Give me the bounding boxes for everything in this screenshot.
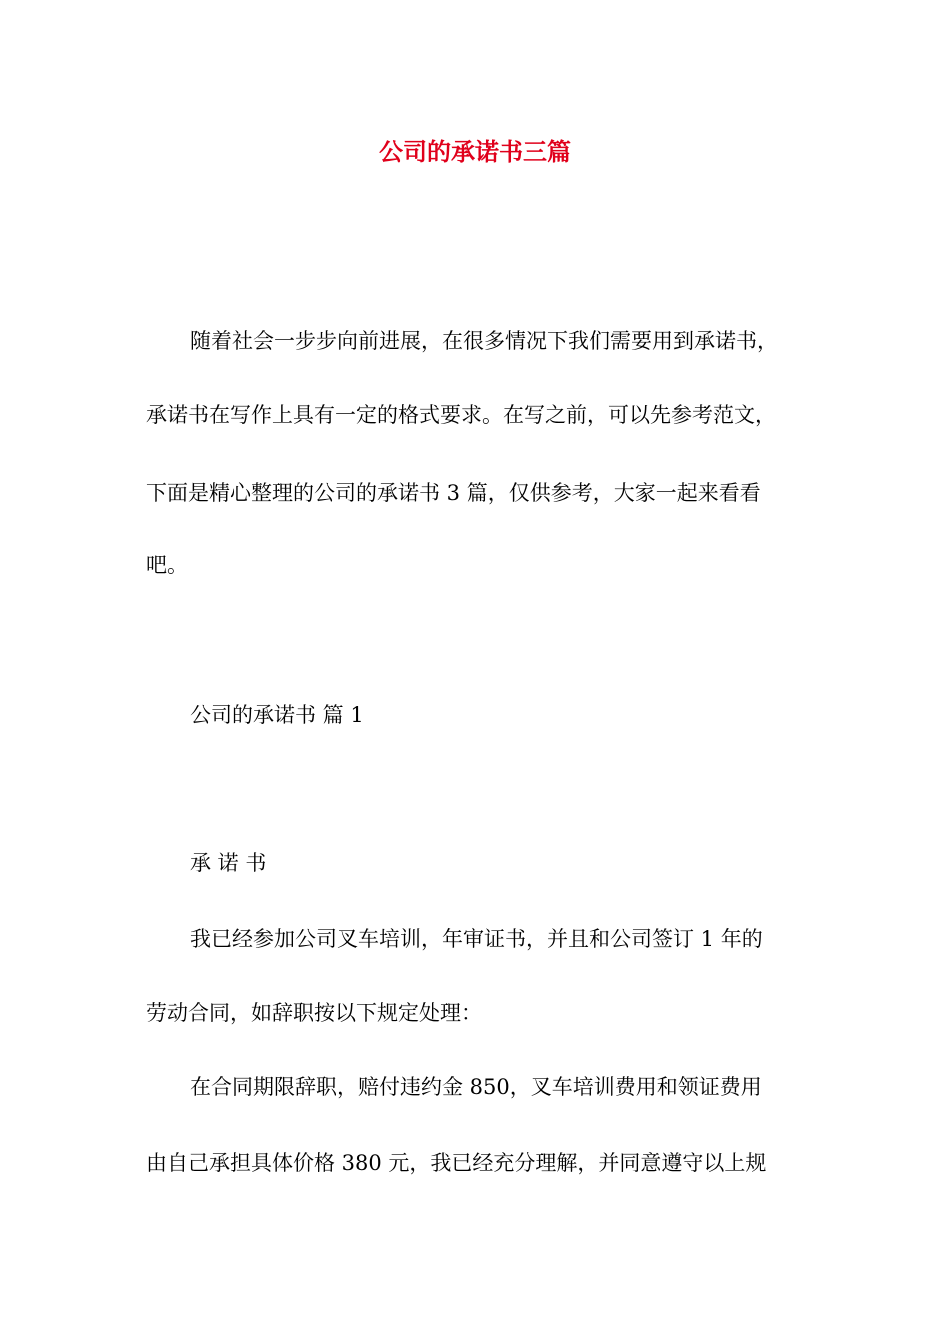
document-title: 公司的承诺书三篇 (379, 137, 571, 166)
intro-line-3: 下面是精心整理的公司的承诺书 3 篇，仅供参考，大家一起来看看 (146, 481, 761, 505)
letter-title: 承 诺 书 (190, 851, 267, 875)
intro-line-4: 吧。 (146, 553, 188, 577)
intro-line-2: 承诺书在写作上具有一定的格式要求。在写之前，可以先参考范文， (146, 403, 776, 427)
body-line-3: 在合同期限辞职，赔付违约金 850，叉车培训费用和领证费用 (190, 1075, 762, 1099)
body-line-1: 我已经参加公司叉车培训，年审证书，并且和公司签订 1 年的 (190, 927, 763, 951)
body-line-4: 由自己承担具体价格 380 元，我已经充分理解，并同意遵守以上规 (146, 1151, 767, 1175)
body-line-2: 劳动合同，如辞职按以下规定处理： (146, 1001, 482, 1025)
intro-line-1: 随着社会一步步向前进展，在很多情况下我们需要用到承诺书， (190, 329, 778, 353)
section-heading: 公司的承诺书 篇 1 (190, 703, 364, 727)
